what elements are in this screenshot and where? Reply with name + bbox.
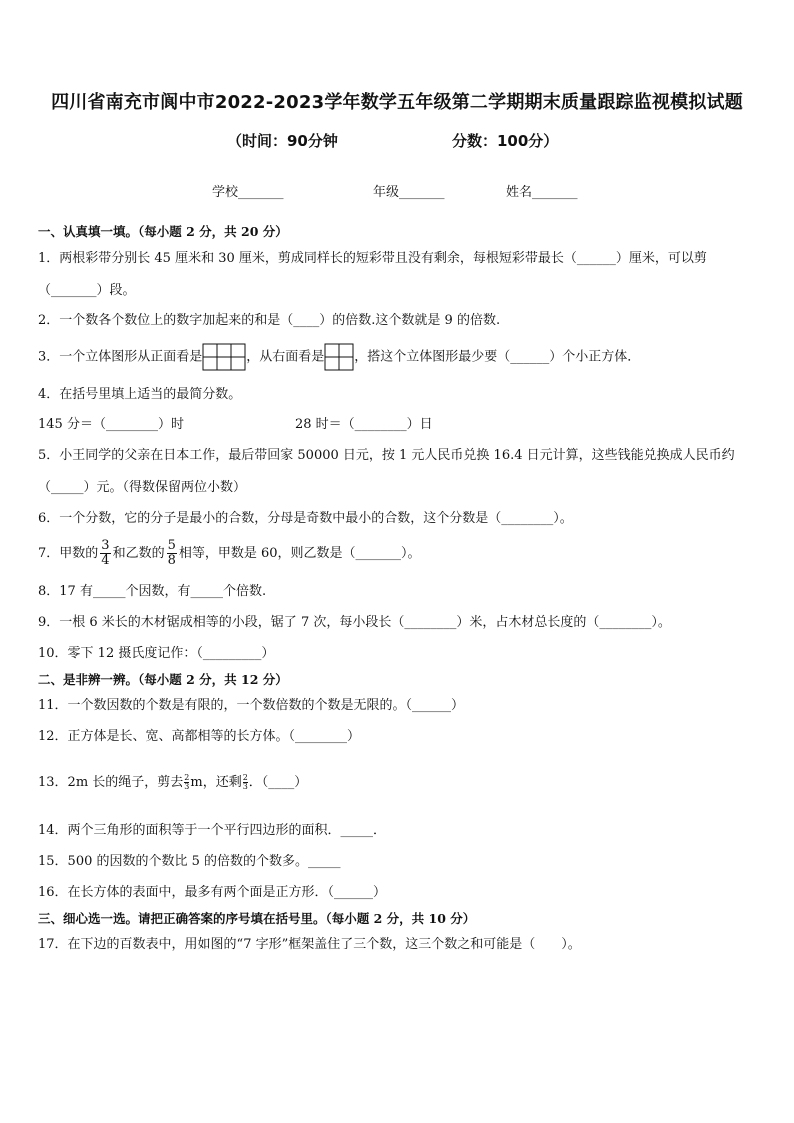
front-view-figure	[202, 343, 246, 371]
question-4: 4．在括号里填上适当的最简分数。	[38, 387, 242, 402]
section-heading-2: 二、是非辨一辨。（每小题 2 分，共 12 分）	[38, 672, 288, 687]
question-1-line2: （_______）段。	[38, 283, 136, 298]
question-8: 8．17 有_____个因数，有_____个倍数.	[38, 584, 267, 599]
question-2: 2．一个数各个数位上的数字加起来的和是（____）的倍数.这个数就是 9 的倍数.	[38, 313, 501, 328]
section-heading-3: 三、细心选一选。请把正确答案的序号填在括号里。（每小题 2 分，共 10 分）	[38, 911, 476, 926]
question-7-text-a: 7．甲数的	[38, 546, 99, 561]
question-5-line1: 5．小王同学的父亲在日本工作，最后带回家 50000 日元，按 1 元人民币兑换 16.4 日元计算，这些钱能兑换成人民币约	[38, 448, 735, 463]
right-view-figure	[324, 343, 354, 371]
question-7-text-c: 相等，甲数是 60，则乙数是（_______）。	[178, 546, 421, 561]
school-field: 学校_______	[212, 185, 284, 200]
total-score: 分数：100分）	[452, 132, 559, 150]
fraction-five-eighths	[167, 539, 177, 568]
question-6: 6．一个分数，它的分子是最小的合数，分母是奇数中最小的合数，这个分数是（________）。	[38, 511, 573, 526]
fraction-two-thirds	[243, 774, 248, 791]
fraction-denominator: 8	[167, 553, 176, 568]
fraction-denominator: 3	[184, 782, 190, 791]
question-9: 9．一根 6 米长的木材锯成相等的小段，锯了 7 次，每小段长（________）米，占木材总长度的（________）。	[38, 615, 671, 630]
fraction-denominator: 4	[101, 553, 110, 568]
exam-title: 四川省南充市阆中市2022-2023学年数学五年级第二学期期末质量跟踪监视模拟试题	[51, 92, 743, 113]
fraction-numerator: 3	[101, 538, 110, 553]
question-7	[38, 538, 421, 570]
question-3-text-c: ，搭这个立体图形最少要（______）个小正方体．	[354, 349, 641, 365]
question-14: 14．两个三角形的面积等于一个平行四边形的面积．_____．	[38, 823, 387, 838]
name-field: 姓名_______	[506, 185, 578, 200]
fraction-numerator: 2	[242, 773, 248, 782]
question-15: 15．500 的因数的个数比 5 的倍数的个数多。_____	[38, 854, 341, 869]
question-4a: 145 分＝（________）时	[38, 417, 184, 432]
question-13-text-c: ．（____）	[248, 775, 308, 790]
fraction-numerator: 2	[184, 773, 190, 782]
fraction-two-thirds	[184, 774, 189, 791]
question-17: 17．在下边的百数表中，用如图的“7 字形”框架盖住了三个数，这三个数之和可能是（ ）。	[38, 937, 581, 952]
question-3-text-b: ，从右面看是	[246, 349, 325, 365]
time-limit: （时间：90分钟	[227, 132, 338, 150]
grade-field: 年级_______	[373, 185, 445, 200]
question-13	[38, 770, 307, 796]
question-11: 11．一个数因数的个数是有限的，一个数倍数的个数是无限的。（______）	[38, 698, 465, 713]
question-4b: 28 时＝（________）日	[295, 417, 433, 432]
question-10: 10．零下 12 摄氏度记作：（_________）	[38, 646, 275, 661]
question-16: 16．在长方体的表面中，最多有两个面是正方形．（______）	[38, 885, 387, 900]
question-3	[38, 343, 640, 372]
fraction-numerator: 5	[167, 538, 176, 553]
fraction-three-quarters	[100, 539, 110, 568]
question-13-text-a: 13．2m 长的绳子，剪去	[38, 775, 184, 790]
fraction-denominator: 3	[242, 782, 248, 791]
question-7-text-b: 和乙数的	[112, 546, 165, 561]
question-1-line1: 1．两根彩带分别长 45 厘米和 30 厘米，剪成同样长的短彩带且没有剩余，每根短彩带最长（______）厘米，可以剪	[38, 251, 707, 266]
question-12: 12．正方体是长、宽、高都相等的长方体。（________）	[38, 729, 361, 744]
section-heading-1: 一、认真填一填。（每小题 2 分，共 20 分）	[38, 224, 288, 239]
question-5-line2: （_____）元。（得数保留两位小数）	[38, 480, 247, 495]
question-3-text-a: 3．一个立体图形从正面看是	[38, 349, 203, 365]
question-13-text-b: m，还剩	[190, 775, 242, 790]
